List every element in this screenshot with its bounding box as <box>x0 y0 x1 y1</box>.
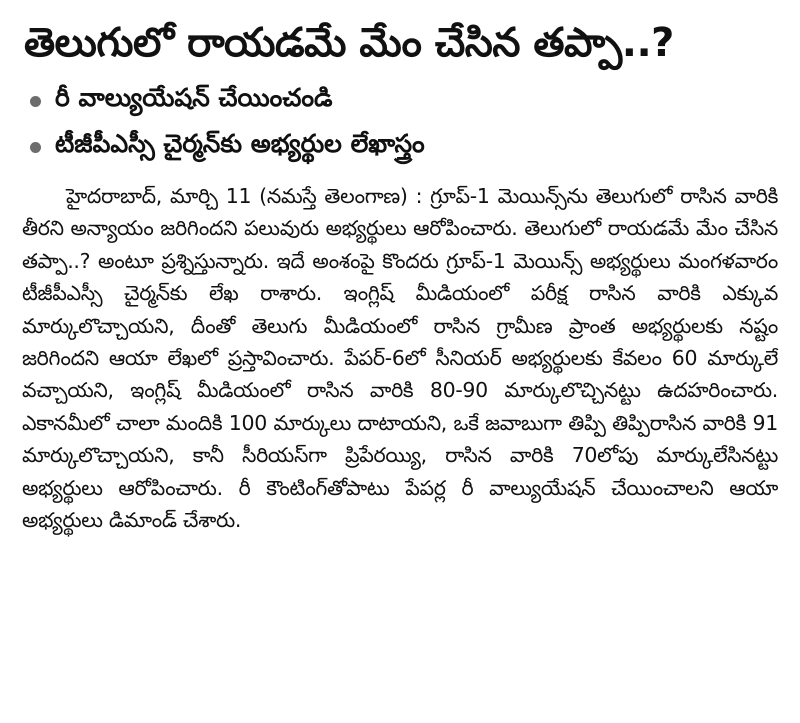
subhead-list <box>22 78 778 170</box>
subhead-item <box>22 124 778 170</box>
bullet-icon <box>30 96 41 107</box>
article-body: హైదరాబాద్, మార్చి 11 (నమస్తే తెలంగాణ) : గ్రూప్-1 మెయిన్స్‌ను తెలుగులో రాసిన వారికి తీరని అన్యాయం జరిగిందని పలువురు అభ్యర్థులు ఆరోపించారు. తెలుగులో రాయడమే మేం చేసిన తప్పా..? అంటూ ప్రశ్నిస్తున్నారు. ఇదే అంశంపై కొందరు గ్రూప్-1 మెయిన్స్ అభ్యర్థులు మంగళవారం టీజీపీఎస్సీ చైర్మన్‌కు లేఖ రాశారు. ఇంగ్లిష్ మీడియంలో పరీక్ష రాసిన వారికి ఎక్కువ మార్కులొచ్చాయని, దీంతో తెలుగు మీడియంలో రాసిన గ్రామీణ ప్రాంత అభ్యర్థులకు నష్టం జరిగిందని ఆయా లేఖలో ప్రస్తావించారు. పేపర్-6లో సీనియర్ అభ్యర్థులకు కేవలం 60 మార్కులే వచ్చాయని, ఇంగ్లిష్ మీడియంలో రాసిన వారికి 80-90 మార్కులొచ్చినట్టు ఉదహరించారు. ఎకానమీలో చాలా మందికి 100 మార్కులు దాటాయని, ఒకే జవాబుగా తిప్పి తిప్పిరాసిన వారికి 91 మార్కులొచ్చాయని, కానీ సీరియస్‌గా ప్రిపేరయ్యి, రాసిన వారికి 70లోపు మార్కులేసినట్టు అభ్యర్థులు ఆరోపించారు. రీ కౌంటింగ్‌తోపాటు పేపర్ల రీ వాల్యుయేషన్ చేయించాలని ఆయా అభ్యర్థులు డిమాండ్ చేశారు. <box>22 184 778 533</box>
bullet-icon <box>30 142 41 153</box>
headline: తెలుగులో రాయడమే మేం చేసిన తప్పా..? <box>24 20 674 66</box>
subhead-text: టీజీపీఎస్సీ చైర్మన్‌కు అభ్యర్థుల లేఖాస్త్రం <box>55 129 425 158</box>
subhead-text: రీ వాల్యుయేషన్ చేయించండి <box>55 83 333 112</box>
subhead-item <box>22 78 778 124</box>
